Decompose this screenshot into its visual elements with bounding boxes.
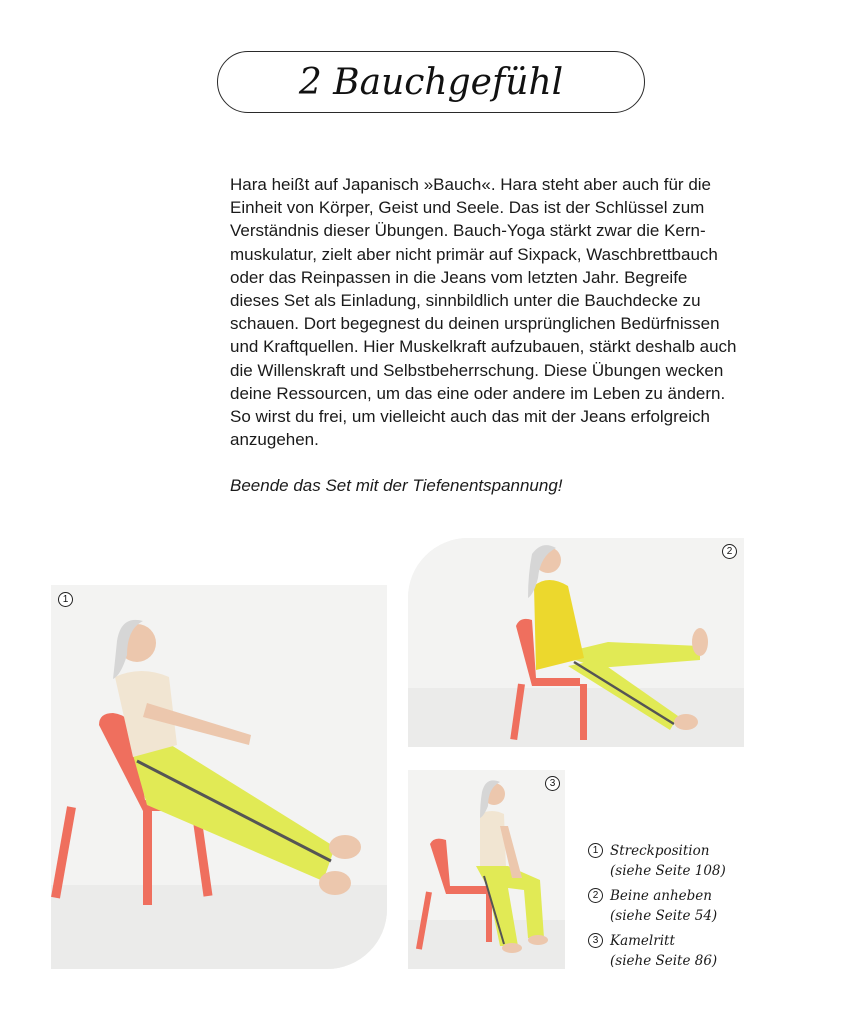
photo-kamelritt	[408, 770, 565, 969]
legend-exercise-name: Streckposition	[610, 843, 710, 859]
illustration-beine-anheben	[408, 538, 744, 747]
exercise-legend	[588, 841, 788, 976]
illustration-kamelritt	[408, 770, 565, 969]
legend-page-reference: (siehe Seite 108)	[610, 863, 726, 879]
legend-page-reference: (siehe Seite 54)	[610, 908, 718, 924]
legend-item	[588, 931, 788, 971]
illustration-streckposition	[51, 585, 387, 969]
intro-text-block	[230, 173, 740, 498]
legend-item	[588, 841, 788, 881]
legend-page-reference: (siehe Seite 86)	[610, 953, 718, 969]
legend-item	[588, 886, 788, 926]
legend-exercise-name: Beine anheben	[610, 888, 712, 904]
legend-number-badge: 3	[588, 933, 603, 948]
legend-number-badge: 1	[588, 843, 603, 858]
photo-number-badge: 2	[722, 544, 737, 559]
closing-note: Beende das Set mit der Tiefenentspannung!	[230, 476, 563, 496]
intro-paragraph: Hara heißt auf Japanisch »Bauch«. Hara steht aber auch für die Einheit von Körper, Geist und Seele. Das ist der Schlüssel zum Verständnis dieser Übungen. Bauch-Yoga stärkt zwar die Kernmuskulatur, zielt aber nicht primär auf Sixpack, Waschbrettbauch oder das Reinpassen in die Jeans vom letzten Jahr. Begreife dieses Set als Einladung, sinnbildlich unter die Bauchdecke zu schauen. Dort begegnest du deinen ursprünglichen Bedürfnissen und Kraftquellen. Hier Muskelkraft aufzubauen, stärkt deshalb auch die Willenskraft und Selbstbeherrschung. Diese Übungen wecken deine Ressourcen, um das eine oder andere im Leben zu ändern. So wirst du frei, um vielleicht auch das mit der Jeans erfolgreich anzugehen.	[230, 175, 737, 450]
chapter-title: 2 Bauchgefühl	[298, 61, 564, 103]
photo-beine-anheben	[408, 538, 744, 747]
photo-streckposition	[51, 585, 387, 969]
chapter-title-frame	[217, 51, 645, 113]
photo-number-badge: 1	[58, 592, 73, 607]
legend-number-badge: 2	[588, 888, 603, 903]
legend-exercise-name: Kamelritt	[610, 933, 675, 949]
photo-number-badge: 3	[545, 776, 560, 791]
